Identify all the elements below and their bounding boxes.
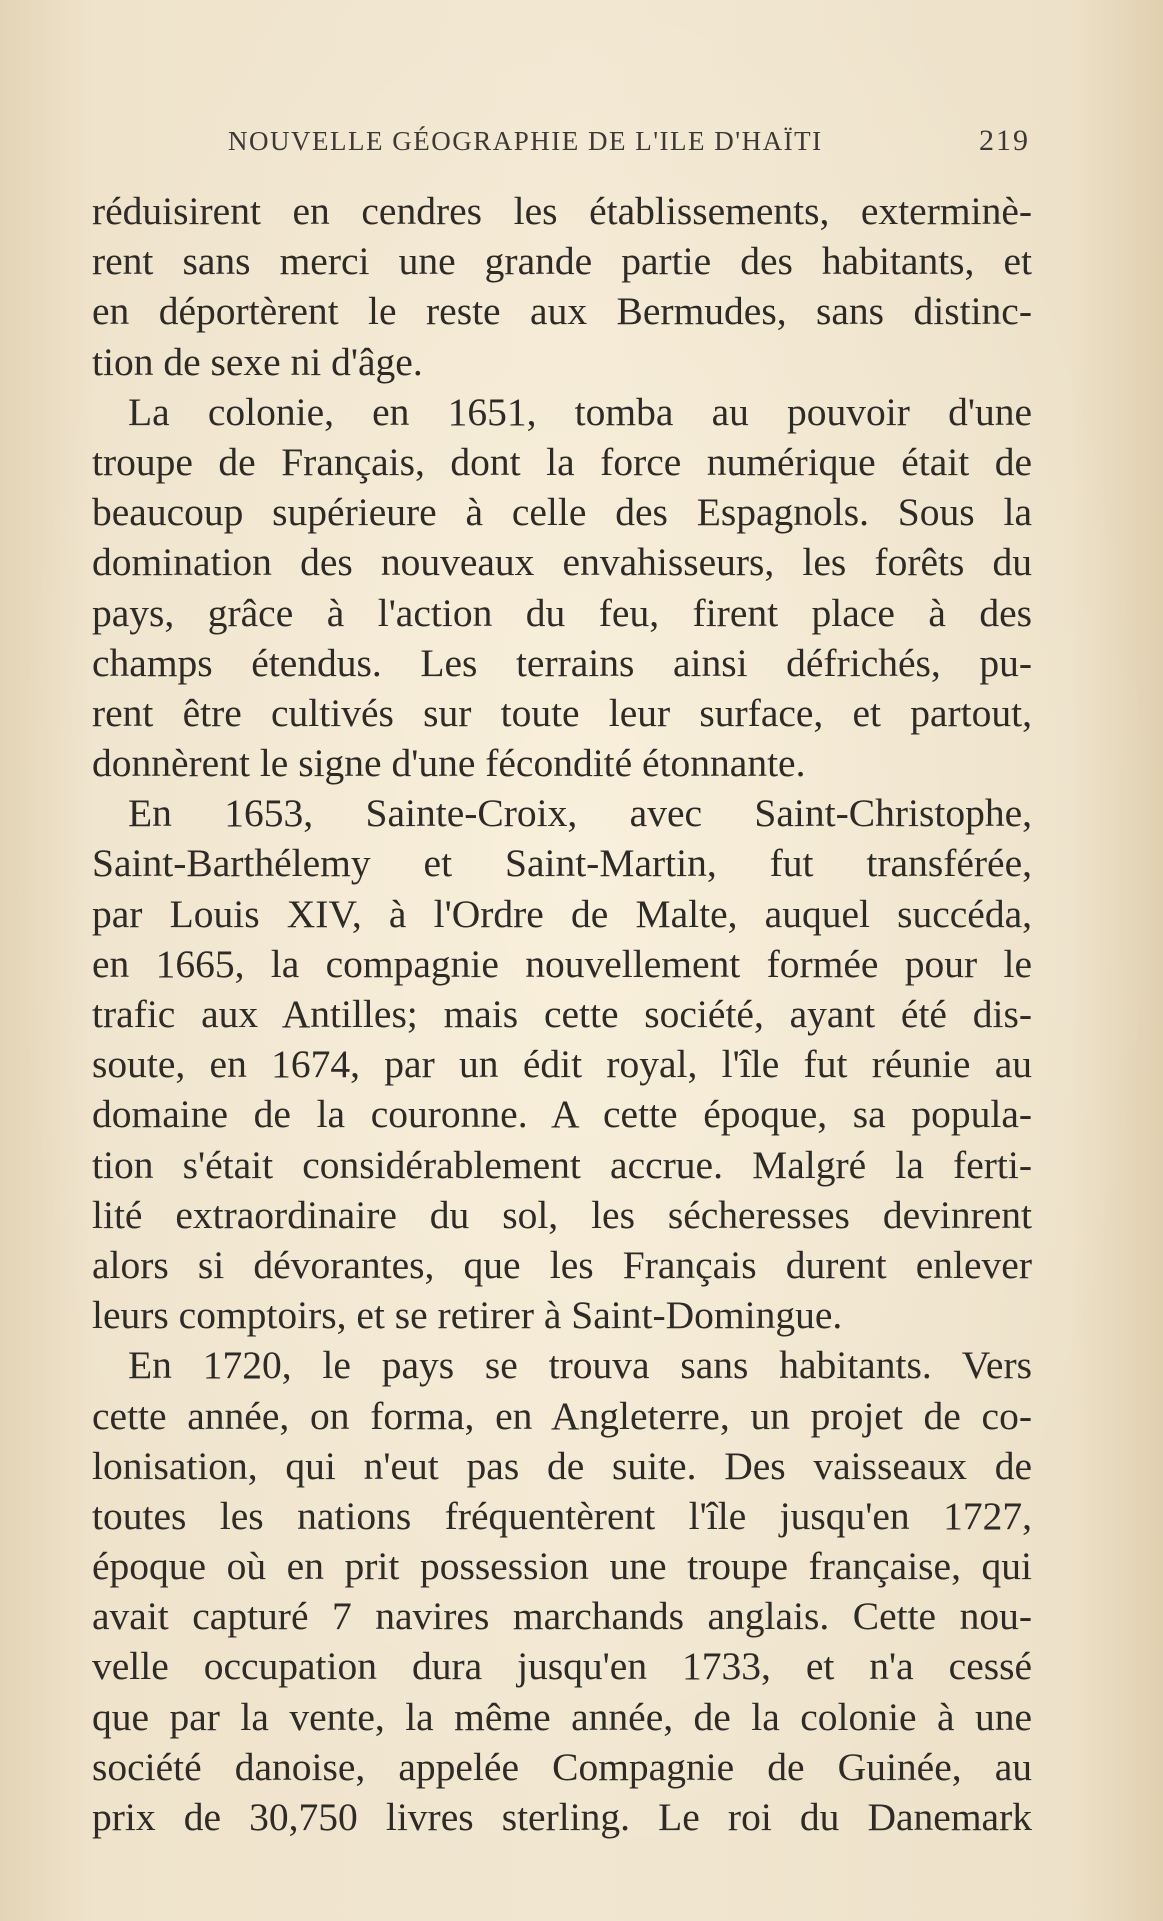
body-text [92, 186, 1032, 1842]
text-line: alors si dévorantes, que les Français durent enlever [92, 1242, 1032, 1287]
text-line: domaine de la couronne. A cette époque, sa popula- [92, 1092, 1032, 1137]
page-number: 219 [979, 124, 1030, 157]
text-line: troupe de Français, dont la force numérique était de [92, 439, 1032, 484]
text-line: lonisation, qui n'eut pas de suite. Des vaisseaux de [92, 1443, 1032, 1488]
text-line: rent être cultivés sur toute leur surface, et partout, [92, 690, 1032, 735]
text-line: par Louis XIV, à l'Ordre de Malte, auquel succéda, [92, 891, 1032, 936]
text-line: tion s'était considérablement accrue. Malgré la ferti- [92, 1142, 1032, 1187]
paragraph-start-line: En 1653, Sainte-Croix, avec Saint-Christophe, [128, 791, 1032, 836]
text-line: en déportèrent le reste aux Bermudes, sans distinc- [92, 289, 1032, 334]
text-line: toutes les nations fréquentèrent l'île jusqu'en 1727, [92, 1493, 1032, 1538]
text-line: tion de sexe ni d'âge. [92, 339, 423, 384]
text-line: champs étendus. Les terrains ainsi défrichés, pu- [92, 640, 1032, 685]
text-line: domination des nouveaux envahisseurs, les forêts du [92, 540, 1032, 585]
running-title: NOUVELLE GÉOGRAPHIE DE L'ILE D'HAÏTI [228, 126, 823, 156]
running-head [228, 118, 1048, 168]
text-line: prix de 30,750 livres sterling. Le roi du Danemark [92, 1795, 1032, 1839]
paragraph-start-line: En 1720, le pays se trouva sans habitants. Vers [128, 1343, 1032, 1388]
text-line: rent sans merci une grande partie des habitants, et [92, 239, 1032, 284]
text-line: leurs comptoirs, et se retirer à Saint-Domingue. [92, 1293, 843, 1338]
paragraph-start-line: La colonie, en 1651, tomba au pouvoir d'une [128, 389, 1032, 434]
text-line: pays, grâce à l'action du feu, firent place à des [92, 590, 1032, 635]
text-line: cette année, on forma, en Angleterre, un projet de co- [92, 1393, 1032, 1438]
text-line: en 1665, la compagnie nouvellement formée pour le [92, 941, 1032, 986]
text-line: trafic aux Antilles; mais cette société, ayant été dis- [92, 992, 1032, 1036]
text-line: lité extraordinaire du sol, les sécheresses devinrent [92, 1192, 1032, 1237]
text-line: soute, en 1674, par un édit royal, l'île fut réunie au [92, 1042, 1032, 1087]
text-line: société danoise, appelée Compagnie de Guinée, au [92, 1744, 1032, 1789]
text-line: avait capturé 7 navires marchands anglais. Cette nou- [92, 1594, 1032, 1639]
text-line: Saint-Barthélemy et Saint-Martin, fut transférée, [92, 841, 1032, 886]
text-line: donnèrent le signe d'une fécondité étonnante. [92, 741, 806, 786]
text-line: que par la vente, la même année, de la colonie à une [92, 1694, 1032, 1739]
text-line: beaucoup supérieure à celle des Espagnols. Sous la [92, 490, 1032, 535]
text-line: réduisirent en cendres les établissements, exterminè- [92, 189, 1032, 233]
text-line: époque où en prit possession une troupe française, qui [92, 1544, 1032, 1589]
text-line: velle occupation dura jusqu'en 1733, et n'a cessé [92, 1644, 1032, 1689]
